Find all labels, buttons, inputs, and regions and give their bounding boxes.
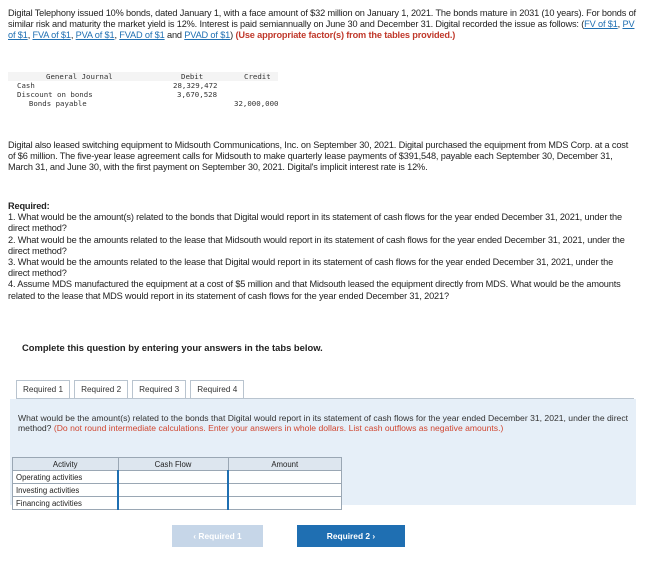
problem-statement: Digital Telephony issued 10% bonds, dated January 1, with a face amount of $32 million on January 1, 2021. The bonds mature in 2031 (10 years). For bonds of similar risk and maturity the market yield is 12%. Interest is paid semiannually on June 30 and December 31. Digital recorded the issue as follows: (FV of $1, PV of $1, FVA of $1, PVA of $1, FVAD of $1 and PVAD of $1) (Use appropriate factor(s) from the tables provided.) <box>8 8 636 41</box>
journal-debit: 3,670,528 <box>177 90 218 99</box>
complete-instruction: Complete this question by entering your answers in the tabs below. <box>22 342 323 353</box>
cash-flow-table <box>12 457 342 510</box>
journal-header <box>8 72 278 81</box>
amount-input-financing[interactable] <box>228 497 342 510</box>
required-heading: Required: <box>8 201 50 211</box>
next-button[interactable] <box>297 525 405 547</box>
row-label-financing: Financing activities <box>13 497 119 510</box>
amount-input-operating[interactable] <box>228 471 342 484</box>
required-tabs <box>16 380 248 399</box>
chevron-right-icon: › <box>372 531 376 541</box>
header-cash-flow: Cash Flow <box>118 458 228 471</box>
lease-description: Digital also leased switching equipment to Midsouth Communications, Inc. on September 30, 2021. Digital purchased the equipment from MDS Corp. at a cost of $6 million. The five-year lease agreement calls for Midsouth to make quarterly lease payments of $391,548, payable each September 30, December 31, March 31, and June 30, with the first payment on September 30, 2021. Digital's implicit interest rate is 12%. <box>8 140 629 173</box>
journal-row <box>8 90 278 99</box>
journal-debit: 28,329,472 <box>173 81 218 90</box>
link-fvad[interactable]: FVAD of $1 <box>119 30 165 41</box>
link-pv[interactable]: PV of $1 <box>8 19 635 41</box>
tab-required-4[interactable]: Required 4 <box>190 380 244 398</box>
table-row <box>13 471 342 484</box>
journal-account: Cash <box>17 81 35 90</box>
row-label-investing: Investing activities <box>13 484 119 497</box>
table-header-row <box>13 458 342 471</box>
link-fva[interactable]: FVA of $1 <box>32 30 71 41</box>
table-row <box>13 497 342 510</box>
tab-required-3[interactable]: Required 3 <box>132 380 186 398</box>
journal-entry <box>8 72 278 108</box>
tab-required-1[interactable]: Required 1 <box>16 380 70 398</box>
chevron-left-icon: ‹ <box>193 531 197 541</box>
answer-panel <box>10 399 636 508</box>
journal-header-account: General Journal <box>46 72 113 81</box>
question-text: What would be the amount(s) related to the bonds that Digital would report in its statement of cash flows for the year ended December 31, 2021, under the direct method? <box>18 413 629 434</box>
link-pva[interactable]: PVA of $1 <box>75 30 115 41</box>
header-amount: Amount <box>228 458 342 471</box>
row-label-operating: Operating activities <box>13 471 119 484</box>
tab-required-2[interactable]: Required 2 <box>74 380 128 398</box>
factor-instruction: (Use appropriate factor(s) from the tables provided.) <box>235 30 456 41</box>
cash-flow-input-operating[interactable] <box>118 471 228 484</box>
journal-row <box>8 99 278 108</box>
journal-credit: 32,000,000 <box>234 99 279 108</box>
required-item-1: 1. What would be the amount(s) related to the bonds that Digital would report in its statement of cash flows for the year ended December 31, 2021, under the direct method? <box>8 212 622 234</box>
prev-button[interactable] <box>172 525 263 547</box>
required-item-4: 4. Assume MDS manufactured the equipment at a cost of $5 million and that Midsouth leased the equipment directly from MDS. What would be the amounts related to the lease that MDS would report in its statement of cash flows for the year ended December 31, 2021? <box>8 279 621 301</box>
prev-button-label: Required 1 <box>198 531 242 541</box>
problem-intro: Digital Telephony issued 10% bonds, dated January 1, with a face amount of $32 million on January 1, 2021. The bonds mature in 2031 (10 years). For bonds of similar risk and maturity the market yield is 12%. Interest is paid semiannually on June 30 and December 31. Digital recorded the issue as follows: <box>8 8 636 30</box>
question-hint: (Do not round intermediate calculations. Enter your answers in whole dollars. List cash outflows as negative amounts.) <box>53 423 504 434</box>
journal-header-debit: Debit <box>181 72 204 81</box>
next-button-label: Required 2 <box>326 531 371 541</box>
required-section <box>8 201 636 302</box>
required-item-3: 3. What would be the amounts related to the lease that Digital would report in its statement of cash flows for the year ended December 31, 2021, under the direct method? <box>8 257 614 279</box>
amount-input-investing[interactable] <box>228 484 342 497</box>
question-prompt <box>18 413 630 433</box>
header-activity: Activity <box>13 458 119 471</box>
journal-account: Discount on bonds <box>17 90 93 99</box>
cash-flow-input-investing[interactable] <box>118 484 228 497</box>
cash-flow-input-financing[interactable] <box>118 497 228 510</box>
journal-row <box>8 81 278 90</box>
journal-header-credit: Credit <box>244 72 271 81</box>
journal-account: Bonds payable <box>20 99 87 108</box>
link-fv[interactable]: FV of $1 <box>584 19 618 30</box>
table-row <box>13 484 342 497</box>
link-pvad[interactable]: PVAD of $1 <box>184 30 231 41</box>
required-item-2: 2. What would be the amounts related to the lease that Midsouth would report in its statement of cash flows for the year ended December 31, 2021, under the direct method? <box>8 234 625 256</box>
